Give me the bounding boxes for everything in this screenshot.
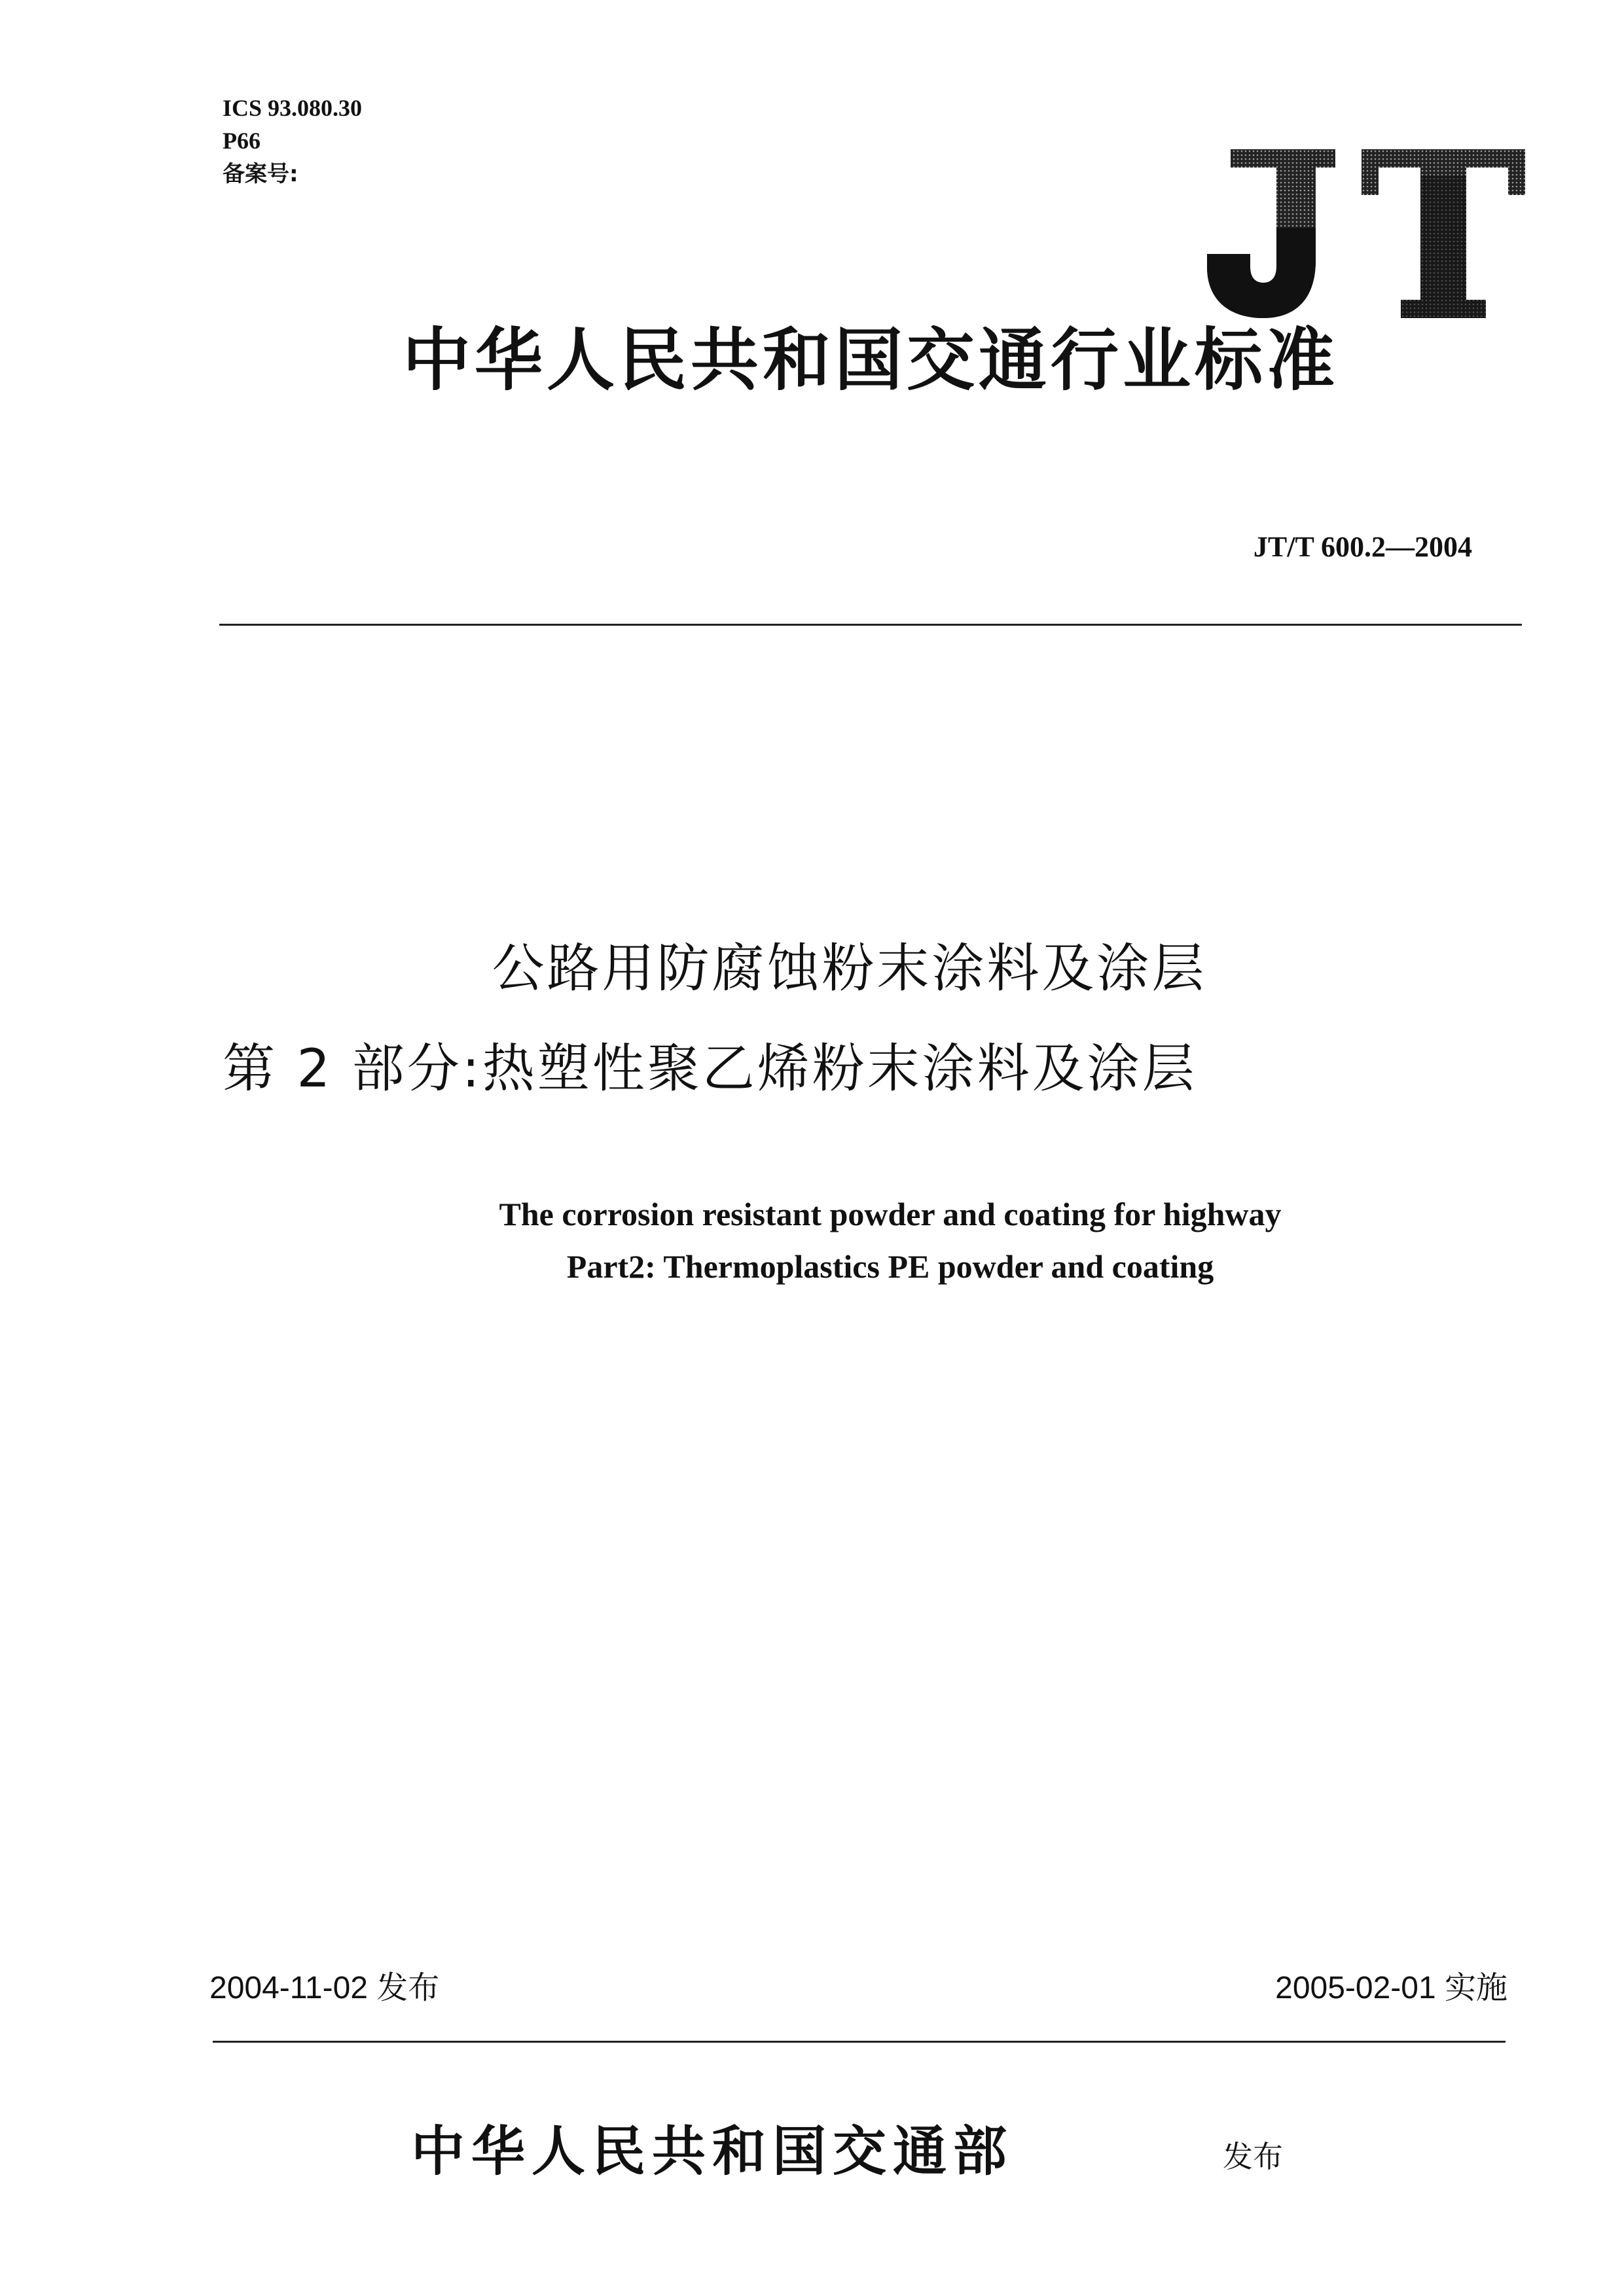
standard-number: JT/T 600.2—2004 [1253,531,1472,563]
english-title-line-1: The corrosion resistant powder and coating for highway [499,1196,1282,1232]
classification-code: P66 [223,128,261,154]
english-title-line-2: Part2: Thermoplastics PE powder and coating [566,1248,1214,1285]
ics-code: ICS 93.080.30 [223,95,363,121]
chinese-title-line-1: 公路用防腐蚀粉末涂料及涂层 [492,938,1207,999]
implementation-date: 2005-02-01 实施 [1275,1971,1507,2005]
publish-date: 2004-11-02 发布 [209,1971,440,2005]
footer-divider [213,2041,1506,2043]
issuing-authority: 中华人民共和国交通部 [411,2120,1014,2183]
issued-label: 发布 [1223,2139,1283,2174]
header-divider [219,624,1522,626]
filing-number-label: 备案号: [223,161,298,187]
industry-standard-title: 中华人民共和国交通行业标准 [402,319,1339,400]
jt-logo [1204,149,1525,319]
chinese-title-line-2: 第 2 部分:热塑性聚乙烯粉末涂料及涂层 [223,1038,1197,1099]
